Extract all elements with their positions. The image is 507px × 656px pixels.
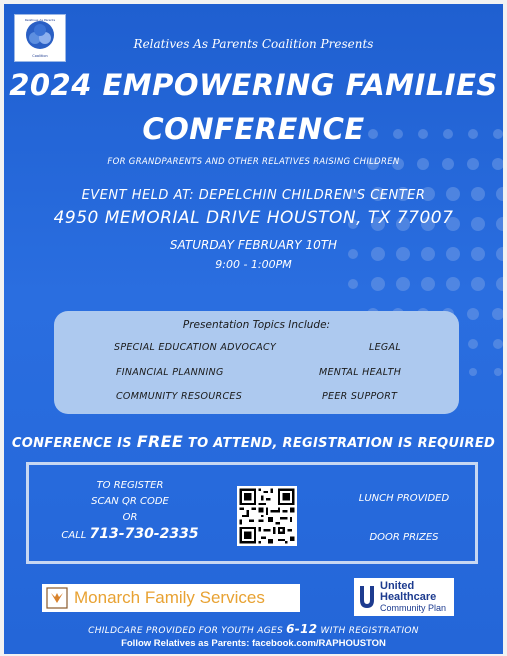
uhc-name bbox=[380, 581, 446, 614]
butterfly-icon bbox=[46, 587, 68, 609]
topic-item: COMMUNITY RESOURCES bbox=[116, 391, 243, 402]
free-line-part2: TO ATTEND, REGISTRATION IS REQUIRED bbox=[183, 436, 496, 451]
topic-item: PEER SUPPORT bbox=[322, 391, 398, 402]
free-registration-line bbox=[4, 432, 503, 451]
free-line-part1: CONFERENCE IS bbox=[11, 436, 137, 451]
svg-text:Relatives As Parents: Relatives As Parents bbox=[24, 18, 56, 22]
childcare-ages: 6-12 bbox=[286, 622, 318, 636]
uhc-u-icon bbox=[358, 583, 376, 611]
facebook-follow-line[interactable]: Follow Relatives as Parents: facebook.com/RAPHOUSTON bbox=[121, 638, 386, 649]
conference-flyer bbox=[4, 4, 503, 654]
uhc-line3: Community Plan bbox=[380, 602, 447, 613]
venue-address: 4950 MEMORIAL DRIVE HOUSTON, TX 77007 bbox=[53, 208, 454, 228]
topic-item: SPECIAL EDUCATION ADVOCACY bbox=[114, 342, 277, 353]
childcare-part1: CHILDCARE PROVIDED FOR YOUTH AGES bbox=[88, 626, 287, 636]
phone-number[interactable]: 713-730-2335 bbox=[89, 526, 199, 542]
uhc-line1: United bbox=[380, 579, 415, 592]
conference-title-line1: 2024 EMPOWERING FAMILIES bbox=[9, 68, 498, 102]
audience-subtitle: FOR GRANDPARENTS AND OTHER RELATIVES RAISING CHILDREN bbox=[107, 157, 400, 167]
uhc-sponsor-logo bbox=[354, 578, 454, 616]
scan-qr-line: SCAN QR CODE bbox=[91, 496, 169, 507]
venue-line: EVENT HELD AT: DEPELCHIN CHILDREN'S CENTER bbox=[81, 188, 426, 203]
uhc-line2: Healthcare bbox=[380, 590, 437, 603]
topics-panel bbox=[54, 311, 459, 414]
event-time: 9:00 - 1:00PM bbox=[215, 258, 292, 271]
call-line bbox=[50, 526, 210, 544]
registration-instructions bbox=[50, 478, 210, 544]
free-word: FREE bbox=[136, 432, 184, 451]
event-date: SATURDAY FEBRUARY 10TH bbox=[169, 238, 338, 252]
topic-item: FINANCIAL PLANNING bbox=[116, 367, 224, 378]
register-line: TO REGISTER bbox=[96, 480, 164, 491]
presents-line: Relatives As Parents Coalition Presents bbox=[133, 37, 374, 51]
conference-title-line2: CONFERENCE bbox=[142, 112, 365, 146]
childcare-part2: WITH REGISTRATION bbox=[317, 626, 419, 636]
topics-heading: Presentation Topics Include: bbox=[182, 319, 331, 331]
door-prizes: DOOR PRIZES bbox=[369, 532, 439, 543]
call-label: CALL bbox=[61, 530, 90, 541]
registration-qr-code[interactable] bbox=[237, 486, 297, 546]
or-line: OR bbox=[122, 512, 138, 523]
topic-item: LEGAL bbox=[369, 342, 401, 353]
monarch-name: Monarch Family Services bbox=[74, 588, 265, 607]
lunch-provided: LUNCH PROVIDED bbox=[358, 493, 450, 504]
monarch-sponsor-logo bbox=[42, 584, 300, 612]
childcare-note bbox=[4, 622, 503, 636]
topic-item: MENTAL HEALTH bbox=[319, 367, 402, 378]
svg-text:Coalition: Coalition bbox=[32, 54, 48, 58]
